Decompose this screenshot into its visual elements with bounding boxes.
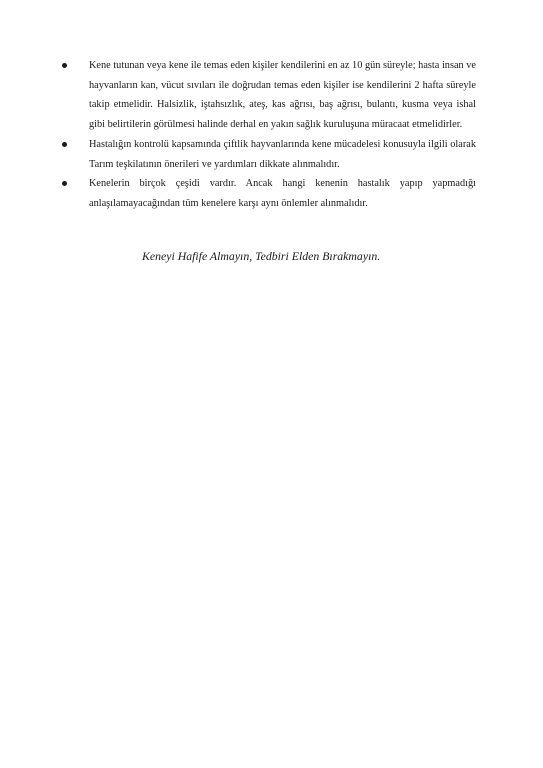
- bullet-icon: [62, 63, 67, 68]
- bullet-icon: [62, 181, 67, 186]
- bullet-text: Hastalığın kontrolü kapsamında çiftlik hayvanlarında kene mücadelesi konusuyla ilgili olarak Tarım teşkilatının önerileri ve yardımları dikkate alınmalıdır.: [89, 138, 476, 170]
- bullet-text: Kene tutunan veya kene ile temas eden kişiler kendilerini en az 10 gün süreyle; hasta insan ve hayvanların kan, vücut sıvıları ile doğrudan temas eden kişiler ise kendilerini 2 hafta süreyle takip etmelidir. Halsizlik, iştahsızlık, ateş, kas ağrısı, baş ağrısı, bulantı, kusma veya ishal gibi belirtilerin görülmesi halinde derhal en yakın sağlık kuruluşuna müracaat etmelidirler.: [89, 60, 476, 131]
- list-item: [62, 174, 476, 213]
- bullet-text: Kenelerin birçok çeşidi vardır. Ancak hangi kenenin hastalık yapıp yapmadığı anlaşılamayacağından tüm kenelere karşı aynı önlemler alınmalıdır.: [89, 178, 476, 209]
- closing-slogan: Keneyi Hafife Almayın, Tedbiri Elden Bırakmayın.: [142, 249, 381, 263]
- list-item: [62, 56, 476, 135]
- bullet-list: [62, 56, 476, 214]
- list-item: [62, 135, 476, 174]
- bullet-icon: [62, 142, 67, 147]
